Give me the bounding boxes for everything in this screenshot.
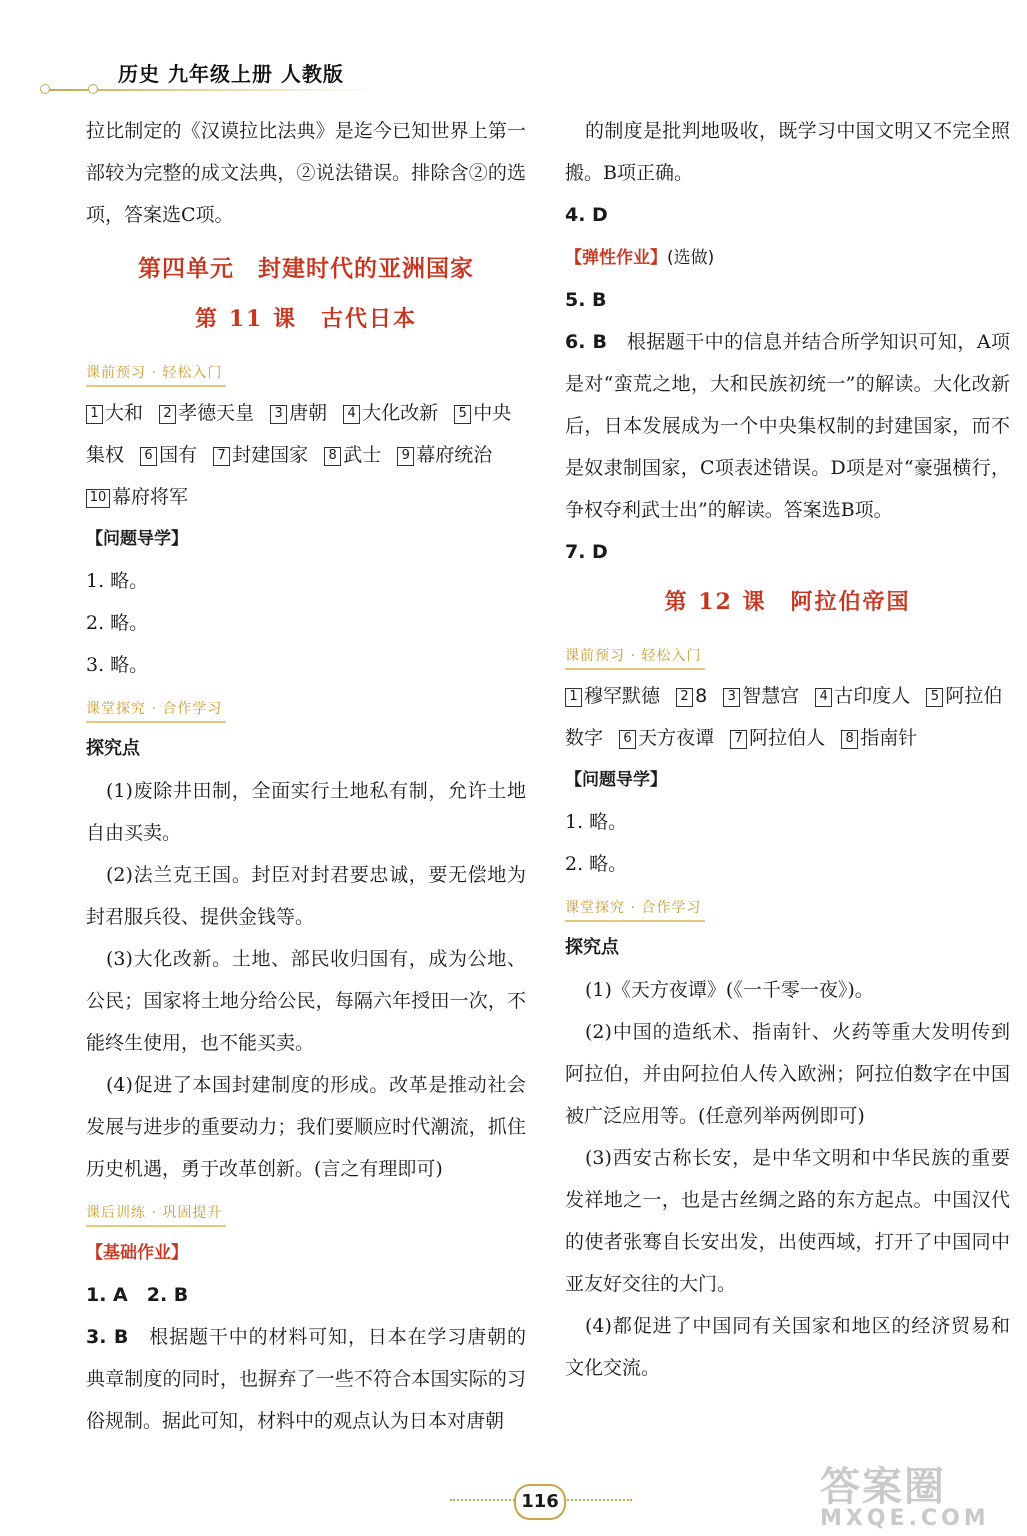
- keyword-item: 5 阿拉伯数字: [565, 685, 1003, 749]
- keyword-item: 4 古印度人: [815, 685, 910, 707]
- basic-homework-tag: 【基础作业】: [86, 1243, 188, 1263]
- footer-dots-left: [450, 1499, 518, 1503]
- header-title: 历史 九年级上册 人教版: [118, 62, 344, 86]
- answer-4: 4. D: [565, 204, 608, 226]
- keyword-item: 6 国有: [140, 444, 197, 466]
- keyword-item: 1 穆罕默德: [565, 685, 660, 707]
- guide-answer: 3. 略。: [86, 654, 149, 676]
- keyword-item: 1 大和: [86, 402, 143, 424]
- footer-dots-right: [564, 1499, 632, 1503]
- explore-heading: 探究点: [565, 937, 619, 958]
- flex-homework-tag: 【弹性作业】: [565, 248, 667, 268]
- keyword-item: 7 封建国家: [213, 444, 308, 466]
- page-number: 116: [514, 1484, 566, 1520]
- watermark-logo: 答案圈 MXQE.COM: [820, 1464, 990, 1531]
- answer-6: 6. B 根据题干中的信息并结合所学知识可知，A项是对“蛮荒之地，大和民族初统一”的解读。大化改新后，日本发展成为一个中央集权制的封建国家，而不是奴隶制国家，C项表述错误。D项是对“豪强横行，争权夺利武士出”的解读。答案选B项。: [565, 331, 1010, 521]
- guide-answer: 1. 略。: [565, 811, 628, 833]
- intro-paragraph: 拉比制定的《汉谟拉比法典》是迄今已知世界上第一部较为完整的成文法典，②说法错误。排除含②的选项，答案选C项。: [86, 120, 526, 226]
- explore-answer: (3)大化改新。土地、部民收归国有，成为公地、公民；国家将土地分给公民，每隔六年授田一次，不能终生使用，也不能买卖。: [86, 948, 526, 1054]
- keyword-list: [565, 675, 1010, 759]
- keyword-item: 9 幕府统治: [397, 444, 492, 466]
- explore-answer: (1)《天方夜谭》(《一千零一夜》)。: [585, 979, 874, 1001]
- explore-answer: (1)废除井田制，全面实行土地私有制，允许土地自由买卖。: [86, 780, 526, 844]
- right-column: [565, 110, 1010, 1389]
- flex-homework-note: (选做): [667, 248, 715, 268]
- guide-heading: 【问题导学】: [565, 770, 667, 790]
- explore-heading: 探究点: [86, 738, 140, 759]
- answer-5: 5. B: [565, 289, 607, 311]
- section-band-preview: 课前预习 · 轻松入门: [86, 362, 226, 387]
- explore-answer: (2)法兰克王国。封臣对封君要忠诚，要无偿地为封君服兵役、提供金钱等。: [86, 864, 526, 928]
- page-footer: [450, 1482, 630, 1522]
- keyword-item: 4 大化改新: [343, 402, 438, 424]
- header-ornament-icon: [88, 84, 98, 94]
- guide-heading: 【问题导学】: [86, 529, 188, 549]
- section-band-after: 课后训练 · 巩固提升: [86, 1202, 226, 1227]
- header-ornament-icon: [40, 84, 50, 94]
- keyword-list: [86, 392, 526, 518]
- section-band-explore: 课堂探究 · 合作学习: [565, 897, 705, 922]
- keyword-item: 3 唐朝: [270, 402, 327, 424]
- page-header: [40, 58, 380, 100]
- section-band-explore: 课堂探究 · 合作学习: [86, 698, 226, 723]
- keyword-item: 2 孝德天皇: [159, 402, 254, 424]
- keyword-item: 6 天方夜谭: [619, 727, 714, 749]
- keyword-item: 7 阿拉伯人: [730, 727, 825, 749]
- explore-answer: (3)西安古称长安，是中华文明和中华民族的重要发祥地之一，也是古丝绸之路的东方起点。中国汉代的使者张骞自长安出发，出使西域，打开了中国同中亚友好交往的大门。: [565, 1147, 1010, 1295]
- keyword-item: 8 指南针: [841, 727, 917, 749]
- section-band-preview: 课前预习 · 轻松入门: [565, 645, 705, 670]
- lesson-title: 第 12 课 阿拉伯帝国: [664, 589, 911, 615]
- explore-answer: (4)都促进了中国同有关国家和地区的经济贸易和文化交流。: [565, 1315, 1010, 1379]
- lesson-title: 第 11 课 古代日本: [195, 306, 417, 332]
- answer-3-continued: 的制度是批判地吸收，既学习中国文明又不完全照搬。B项正确。: [565, 120, 1010, 184]
- flex-homework: [565, 236, 1010, 279]
- answer-7: 7. D: [565, 541, 608, 563]
- keyword-item: 10 幕府将军: [86, 486, 188, 508]
- guide-answer: 1. 略。: [86, 570, 149, 592]
- keyword-item: 8 武士: [324, 444, 381, 466]
- keyword-item: 5 中央集权: [86, 402, 512, 466]
- answer-3: 3. B 根据题干中的材料可知，日本在学习唐朝的典章制度的同时，也摒弃了一些不符合本国实际的习俗规制。据此可知，材料中的观点认为日本对唐朝: [86, 1326, 526, 1432]
- explore-answer: (2)中国的造纸术、指南针、火药等重大发明传到阿拉伯，并由阿拉伯人传入欧洲；阿拉伯数字在中国被广泛应用等。(任意列举两例即可): [565, 1021, 1010, 1127]
- left-column: [86, 110, 526, 1442]
- keyword-item: 3 智慧宫: [723, 685, 799, 707]
- explore-answer: (4)促进了本国封建制度的形成。改革是推动社会发展与进步的重要动力；我们要顺应时代潮流，抓住历史机遇，勇于改革创新。(言之有理即可): [86, 1074, 526, 1180]
- keyword-item: 2 8: [676, 685, 707, 707]
- guide-answer: 2. 略。: [86, 612, 149, 634]
- guide-answer: 2. 略。: [565, 853, 628, 875]
- unit-title: 第四单元 封建时代的亚洲国家: [138, 256, 474, 282]
- answer-1-2: 1. A 2. B: [86, 1284, 189, 1306]
